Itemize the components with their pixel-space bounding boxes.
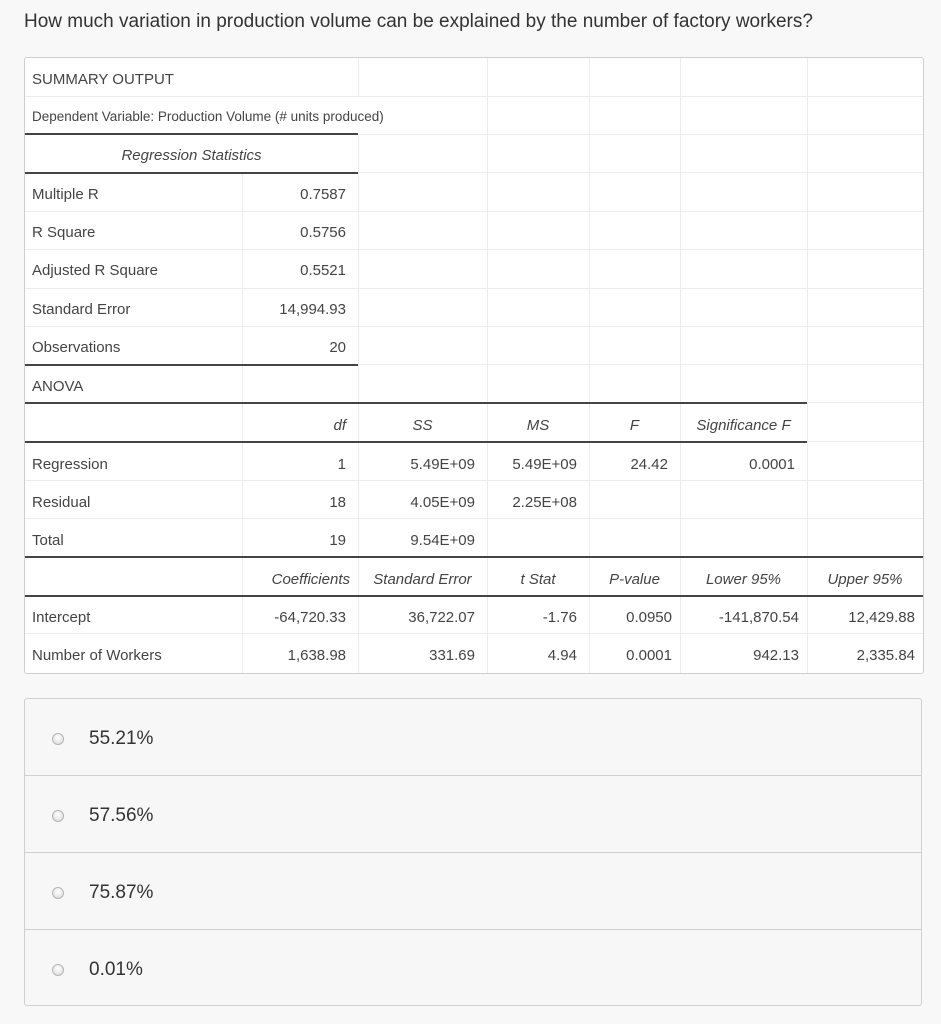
coef-cell: -141,870.54 [718,609,799,626]
anova-cell: 9.54E+09 [410,532,475,549]
radio-button[interactable] [52,964,64,976]
stat-label: Standard Error [32,301,131,318]
coef-cell: 0.0950 [626,609,672,626]
stat-label: Multiple R [32,186,99,203]
coef-cell: 0.0001 [626,647,672,664]
anova-cell: 18 [329,494,346,511]
coef-header-p-value: P-value [609,571,660,588]
anova-title: ANOVA [32,378,84,395]
anova-header-significance-f: Significance F [696,417,791,434]
anova-header-f: F [629,417,640,434]
stat-value: 14,994.93 [279,301,346,318]
answer-options [24,698,922,1006]
coef-cell: -1.76 [542,609,577,626]
answer-option[interactable] [25,776,921,853]
answer-option[interactable] [25,699,921,776]
stat-label: Adjusted R Square [32,262,158,279]
answer-option[interactable] [25,853,921,930]
radio-button[interactable] [52,733,64,745]
answer-option[interactable] [25,930,921,1007]
anova-row-label: Total [32,532,64,549]
coef-cell: 2,335.84 [856,647,915,664]
stat-value: 20 [329,339,346,356]
stat-value: 0.7587 [300,186,346,203]
coef-cell: 331.69 [429,647,475,664]
anova-cell: 5.49E+09 [410,456,475,473]
answer-option-label[interactable]: 75.87% [89,882,154,903]
regression-statistics-header: Regression Statistics [121,147,262,164]
coef-cell: 36,722.07 [408,609,475,626]
anova-cell: 19 [329,532,346,549]
stat-label: Observations [32,339,121,356]
anova-row-label: Residual [32,494,91,511]
anova-header-ms: MS [526,417,550,434]
radio-button[interactable] [52,887,64,899]
coef-cell: 942.13 [753,647,799,664]
coef-header-t-stat: t Stat [520,571,556,588]
coef-header-upper-95: Upper 95% [827,571,903,588]
answer-option-label[interactable]: 0.01% [89,959,143,980]
summary-output-title: SUMMARY OUTPUT [32,71,174,88]
anova-cell: 2.25E+08 [512,494,577,511]
anova-cell: 1 [337,456,346,473]
anova-cell: 5.49E+09 [512,456,577,473]
anova-cell: 0.0001 [749,456,795,473]
coef-cell: -64,720.33 [274,609,346,626]
coef-row-label: Number of Workers [32,647,162,664]
stat-value: 0.5756 [300,224,346,241]
coef-cell: 4.94 [547,647,577,664]
coef-header-standard-error: Standard Error [373,571,472,588]
stat-label: R Square [32,224,96,241]
question-text: How much variation in production volume can be explained by the number of factory workers? [24,11,813,32]
anova-cell: 4.05E+09 [410,494,475,511]
answer-option-label[interactable]: 57.56% [89,805,154,826]
coef-header-coefficients: Coefficients [271,571,350,588]
coef-cell: 12,429.88 [848,609,915,626]
coef-cell: 1,638.98 [287,647,346,664]
anova-header-ss: SS [412,417,433,434]
answer-option-label[interactable]: 55.21% [89,728,154,749]
stat-value: 0.5521 [300,262,346,279]
anova-header-df: df [333,417,346,434]
anova-row-label: Regression [32,456,108,473]
regression-output-sheet [24,57,924,674]
coef-header-lower-95: Lower 95% [705,571,782,588]
dependent-variable-label: Dependent Variable: Production Volume (# units produced) [32,109,384,124]
radio-button[interactable] [52,810,64,822]
anova-cell: 24.42 [630,456,668,473]
coef-row-label: Intercept [32,609,91,626]
